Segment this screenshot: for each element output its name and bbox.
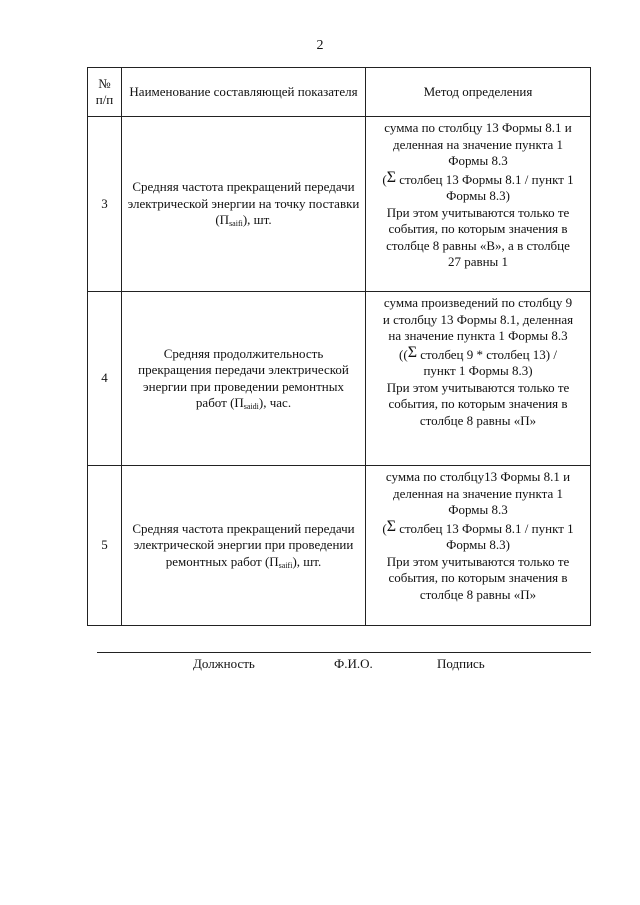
header-name: Наименование составляющей показателя — [122, 68, 366, 117]
signature-sign-label: Подпись — [437, 656, 485, 671]
method-description: сумма по столбцу13 Формы 8.1 и деленная на значение пункта 1 Формы 8.3 (Σ столбец 13 Формы 8.1 / пункт 1 Формы 8.3) При этом учитываются только те события, по которым значения в столбце 8 равны «П» — [366, 466, 591, 626]
row-number: 3 — [88, 117, 122, 292]
table-row — [88, 466, 591, 626]
table-row — [88, 117, 591, 292]
indicator-name: Средняя продолжительность прекращения передачи электрической энергии при проведении ремонтных работ $(П_{saidi})$, час. — [122, 292, 366, 466]
signature-fio-label: Ф.И.О. — [334, 656, 373, 671]
indicator-name: Средняя частота прекращений передачи электрической энергии на точку поставки $(П_{saifi})$, шт. — [122, 117, 366, 292]
row-number: 4 — [88, 292, 122, 466]
indicator-table — [87, 67, 591, 626]
sigma-symbol: Σ — [407, 343, 417, 361]
signature-line — [97, 652, 591, 653]
signature-position-label: Должность — [193, 656, 255, 671]
row-number: 5 — [88, 466, 122, 626]
method-description: сумма произведений по столбцу 9 и столбцу 13 Формы 8.1, деленная на значение пункта 1 Формы 8.3 ((Σ столбец 9 * столбец 13) / пункт 1 Формы 8.3) При этом учитываются только те события, по которым значения в столбце 8 равны «П» — [366, 292, 591, 466]
method-description: сумма по столбцу 13 Формы 8.1 и деленная на значение пункта 1 Формы 8.3 (Σ столбец 13 Формы 8.1 / пункт 1 Формы 8.3) При этом учитываются только те события, по которым значения в столбце 8 равны «В», а в столбце 27 равны 1 — [366, 117, 591, 292]
header-method: Метод определения — [366, 68, 591, 117]
table-row — [88, 292, 591, 466]
sigma-symbol: Σ — [386, 517, 396, 535]
header-num: № п/п — [88, 68, 122, 117]
table-header-row — [88, 68, 591, 117]
sigma-symbol: Σ — [386, 168, 396, 186]
indicator-name: Средняя частота прекращений передачи электрической энергии при проведении ремонтных работ $(П_{saifi})$, шт. — [122, 466, 366, 626]
page-number: 2 — [316, 38, 324, 53]
